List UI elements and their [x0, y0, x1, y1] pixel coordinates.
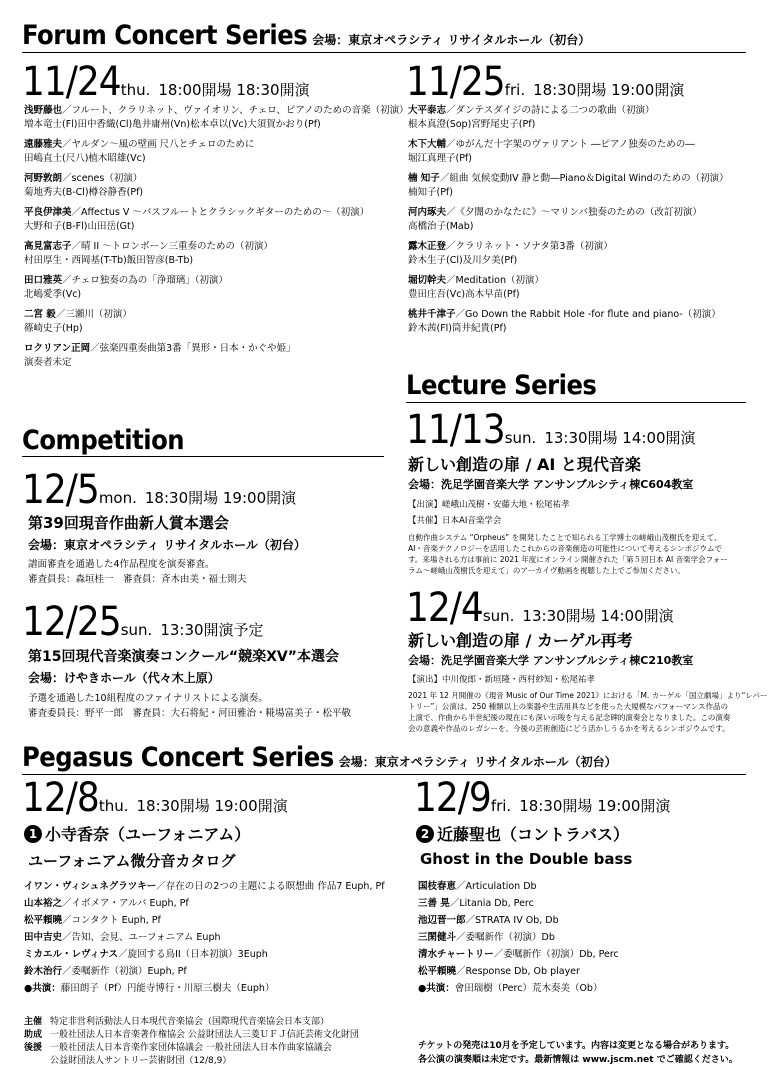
performers: 高橋治子(Mab)	[408, 221, 474, 232]
program-line	[418, 895, 758, 912]
description-line: 自動作曲システム “Orpheus” を開発したことで知られる工学博士の嵯峨山茂樹氏を迎えて、	[408, 533, 722, 542]
pegasus-right-list	[418, 878, 758, 997]
composer-name: 大平泰志	[408, 105, 447, 116]
pegasus-right-dateline	[414, 775, 671, 821]
composer-name: ミカエル・レヴィナス	[24, 949, 119, 960]
description-line: 2021 年 12 月開催の《現音 Music of Our Time 2021》における「M. カーゲル「国立劇場」より“レパー	[408, 691, 768, 700]
composer-name: 三閑健斗	[418, 932, 457, 943]
program-line	[408, 308, 758, 322]
program-entry	[24, 240, 394, 268]
work-title: ／Litania Db, Perc	[449, 898, 534, 909]
work-title: ／ヤルダン〜風の壁画 尺八とチェロのために	[62, 139, 255, 150]
lecture-1-credits2: 【共催】日本AI音楽学会	[408, 516, 502, 526]
performers: 演奏者未定	[24, 357, 72, 368]
work-title: ／晴 II 〜トロンボーン三重奏のための（初演）	[71, 241, 273, 252]
work-title: ／旋回する鳥II（日本初演）3Euph	[118, 949, 268, 960]
work-title: ／フルート、クラリネット、ヴァイオリン、チェロ、ピアノのための音楽（初演）	[62, 105, 409, 116]
footer-credit-row	[24, 1016, 414, 1029]
composer-name: 山本裕之	[24, 898, 63, 909]
description-line: トリー”」公演は、250 種類以上の楽器や生活用具などを使った大規模なパフォーマンス作品の	[408, 702, 728, 711]
competition-1-note1: 譜面審査を通過した4作品程度を演奏審査。	[28, 559, 215, 570]
program-line	[24, 138, 394, 152]
work-title: ／チェロ独奏の為の「浄瑠璃」（初演）	[62, 275, 228, 286]
program-line	[24, 929, 394, 946]
footer-note-1: チケットの発売は10月を予定しています。内容は変更となる場合があります。	[418, 1041, 735, 1051]
composer-name: 松平頼曉	[24, 915, 63, 926]
forum-header	[22, 20, 590, 51]
forum-title: Forum Concert Series	[22, 20, 308, 51]
credit-text: 公益財団法人サントリー芸術財団（12/8,9）	[50, 1056, 232, 1066]
composer-name: 三善 晃	[418, 898, 450, 909]
competition-title: Competition	[22, 425, 185, 456]
competition-1-day: mon.	[98, 489, 137, 507]
performers: 篠崎史子(Hp)	[24, 323, 83, 334]
composer-name: 河野敦朗	[24, 173, 63, 184]
competition-2-note1: 予選を通過した10組程度のファイナリストによる演奏。	[28, 693, 268, 704]
forum-right-day: fri.	[504, 81, 526, 99]
work-title: ／クラリネット・ソナタ第3番（初演）	[446, 241, 613, 252]
program-line	[408, 138, 758, 152]
composer-name: 平良伊津美	[24, 207, 72, 218]
performers: 菊地秀夫(B-Cl)樽谷静香(Pf)	[24, 187, 144, 198]
performers: 鈴木茜(Fl)筒井紀貴(Pf)	[408, 323, 507, 334]
performers: 村田厚生・西岡基(T-Tb)飯田智彦(B-Tb)	[24, 255, 194, 266]
work-title: ／組曲 気候変動IV 静と動―Piano＆Digital Windのための（初演）	[439, 173, 729, 184]
work-title: ／三瀬川（初演）	[55, 309, 132, 320]
composer-name: 桃井千津子	[408, 309, 456, 320]
pegasus-left-dateline	[22, 775, 288, 821]
program-line	[24, 963, 394, 980]
composer-name: 池辺晋一郎	[418, 915, 466, 926]
credit-text: 特定非営利活動法人日本現代音楽協会（国際現代音楽協会日本支部）	[50, 1017, 330, 1027]
description-line: AI・音楽テクノロジーを活用したこれからの音楽創造の可能性について考えるシンポジウムで	[408, 544, 722, 553]
work-title: ／scenes（初演）	[62, 173, 143, 184]
forum-right-dateline	[406, 59, 685, 105]
number-badge: 2	[416, 825, 434, 843]
program-line	[408, 172, 758, 186]
description-line: ラム〜嵯峨山茂樹氏を迎えて」のアーカイヴ動画を視聴した上でご参加ください。	[408, 566, 685, 575]
composer-name: 堀切幹夫	[408, 275, 447, 286]
program-line	[24, 878, 394, 895]
pegasus-header	[22, 742, 617, 773]
program-line	[24, 274, 394, 288]
lecture-title: Lecture Series	[406, 370, 597, 401]
program-line	[24, 104, 409, 118]
performers: 豊田庄吾(Vc)高木早苗(Pf)	[408, 289, 520, 300]
work-title: ／Response Db, Ob player	[456, 966, 580, 977]
lecture-1-day: sun.	[504, 429, 537, 447]
work-title: ／Go Down the Rabbit Hole -for flute and piano-（初演）	[455, 309, 721, 320]
pegasus-right-day: fri.	[490, 797, 512, 815]
composer-name: イワン・ヴィシュネグラツキー	[24, 881, 157, 892]
footer-credit-row	[24, 1042, 414, 1055]
footer-credit-row	[24, 1029, 414, 1042]
composer-name: ●共演：	[24, 983, 61, 994]
lecture-2-date: 12/4	[406, 585, 483, 631]
program-line	[408, 104, 758, 118]
competition-1-venue: 会場：東京オペラシティ リサイタルホール（初台）	[28, 538, 306, 552]
program-entry	[408, 308, 758, 336]
composer-name: 田口雅英	[24, 275, 63, 286]
competition-1-name: 第39回現音作曲新人賞本選会	[28, 514, 229, 532]
lecture-rule	[406, 402, 746, 403]
composer-name: 鈴木治行	[24, 966, 63, 977]
competition-2-note2: 審査委員長：野平一郎 審査員：大石将紀・河田雅治・糀場富美子・松平敬	[28, 708, 352, 719]
pegasus-left-program: ユーフォニアム微分音カタログ	[28, 852, 236, 870]
work-title: ／Articulation Db	[456, 881, 537, 892]
credit-label: 主催	[24, 1017, 43, 1027]
composer-name: 露木正登	[408, 241, 447, 252]
program-line	[24, 206, 394, 220]
competition-2-venue: 会場：けやきホール（代々木上原）	[28, 671, 220, 685]
work-title: ／Affectus V 〜バスフルートとクラシックギターのための〜（初演）	[71, 207, 370, 218]
work-title: ／告知、会見、ユーフォニアム Euph	[62, 932, 221, 943]
performers: 田嶋直士(尺八)植木昭雄(Vc)	[24, 153, 146, 164]
program-line	[418, 929, 758, 946]
composer-name: 遠藤雅夫	[24, 139, 63, 150]
lecture-2-venue: 会場：洗足学園音楽大学 アンサンブルシティ棟C210教室	[408, 654, 694, 667]
pegasus-title: Pegasus Concert Series	[22, 742, 334, 773]
program-entry	[24, 342, 394, 370]
work-title: ／Meditation（初演）	[446, 275, 544, 286]
lecture-2-description	[408, 690, 768, 734]
forum-left-dateline	[22, 59, 310, 105]
work-title: ／ダンテスダイジの詩による二つの歌曲（初演）	[446, 105, 655, 116]
composer-name: 二宮 毅	[24, 309, 56, 320]
pegasus-right-performer-line	[416, 822, 629, 845]
program-entry	[24, 206, 394, 234]
work-title: ／《夕闇のかなたに》〜マリンバ独奏のための（改訂初演）	[446, 207, 702, 218]
program-line	[418, 946, 758, 963]
composer-name: 清水チャートリー	[418, 949, 494, 960]
performers: 堀江真理子(Pf)	[408, 153, 472, 164]
lecture-2-name: 新しい創造の扉 / カーゲル再考	[408, 631, 633, 650]
forum-right-times: 18:30開場 19:00開演	[533, 81, 685, 99]
credit-text: 一般社団法人日本音楽著作権協会 公益財団法人三菱ＵＦＪ信託芸術文化財団	[50, 1030, 359, 1040]
competition-1-note2: 審査員長：森垣桂一 審査員：斉木由美・福士則夫	[28, 574, 247, 585]
program-line	[418, 963, 758, 980]
program-entry	[24, 138, 394, 166]
program-line	[24, 980, 394, 997]
description-line: 上演で、作曲から半世紀後の現在にも深い示唆を与える記念碑的演奏会となりました。この演奏	[408, 713, 731, 722]
pegasus-left-date: 12/8	[22, 775, 99, 821]
composer-name: ロクリアン正岡	[24, 343, 91, 354]
pegasus-rule	[22, 774, 746, 775]
competition-rule	[22, 456, 384, 457]
lecture-2-credits1: 【演出】中川俊郎・新垣隆・西村紗知・松尾祐孝	[408, 675, 596, 685]
lecture-1-description	[408, 532, 753, 576]
program-line	[408, 274, 758, 288]
credit-text: 一般社団法人日本音楽作家団体協議会 一般社団法人日本作曲家協議会	[50, 1043, 332, 1053]
program-entry	[408, 274, 758, 302]
program-line	[24, 895, 394, 912]
pegasus-left-list	[24, 878, 394, 997]
performers: 楠知子(Pf)	[408, 187, 453, 198]
pegasus-right-program: Ghost in the Double bass	[420, 850, 633, 868]
description-line: 会の意義や作品のレガシーを、今後の芸術創造にどう活かしうるかを考えるシンポジウムです。	[408, 724, 730, 733]
lecture-1-dateline	[406, 407, 696, 453]
pegasus-left-performer: 小寺香奈（ユーフォニアム）	[45, 825, 251, 844]
lecture-header	[406, 370, 596, 401]
program-entry	[408, 138, 758, 166]
program-line	[408, 240, 758, 254]
program-entry	[24, 104, 409, 132]
competition-2-dateline	[22, 599, 264, 645]
performers: 大野和子(B-Fl)山田岳(Gt)	[24, 221, 135, 232]
program-line	[24, 172, 394, 186]
composer-name: 田中吉史	[24, 932, 63, 943]
competition-2-times: 13:30開演予定	[160, 621, 264, 639]
program-line	[24, 912, 394, 929]
program-entry	[24, 274, 394, 302]
work-title: 藤田朗子（Pf）円能寺博行・川原三樹夫（Euph）	[60, 983, 275, 994]
lecture-2-dateline	[406, 585, 674, 631]
work-title: 會田瑞樹（Perc）荒木奏美（Ob）	[454, 983, 603, 994]
forum-rule	[22, 52, 746, 53]
composer-name: 高見富志子	[24, 241, 72, 252]
work-title: ／弦楽四重奏曲第3番「異形・日本・かぐや姫」	[90, 343, 296, 354]
composer-name: 木下大輔	[408, 139, 447, 150]
performers: 北嶋愛季(Vc)	[24, 289, 82, 300]
lecture-1-venue: 会場：洗足学園音楽大学 アンサンブルシティ棟C604教室	[408, 478, 694, 491]
pegasus-left-times: 18:30開場 19:00開演	[136, 797, 288, 815]
pegasus-right-performer: 近藤聖也（コントラバス）	[437, 825, 630, 844]
program-entry	[408, 104, 758, 132]
performers: 増本竜士(Fl)田中香織(Cl)亀井庸州(Vn)松本卓以(Vc)大須賀かおり(Pf)	[24, 119, 321, 130]
work-title: ／委嘱新作（初演）Euph, Pf	[62, 966, 187, 977]
performers: 根本真澄(Sop)宮野尾史子(Pf)	[408, 119, 536, 130]
competition-2-day: sun.	[120, 621, 153, 639]
lecture-1-name: 新しい創造の扉 / AI と現代音楽	[408, 455, 641, 474]
work-title: ／コンタクト Euph, Pf	[62, 915, 161, 926]
lecture-2-day: sun.	[482, 607, 515, 625]
pegasus-right-date: 12/9	[414, 775, 491, 821]
performers: 鈴木生子(Cl)及川夕美(Pf)	[408, 255, 518, 266]
program-line	[408, 206, 758, 220]
composer-name: 浅野藤也	[24, 105, 63, 116]
competition-2-date: 12/25	[22, 599, 121, 645]
program-entry	[24, 172, 394, 200]
composer-name: 河内琢夫	[408, 207, 447, 218]
number-badge: 1	[24, 825, 42, 843]
forum-left-date: 11/24	[22, 59, 121, 105]
program-line	[418, 980, 758, 997]
program-line	[24, 308, 394, 322]
footer-note-2: 各公演の演奏順は未定です。最新情報は www.jscm.net でご確認ください。	[418, 1055, 738, 1065]
competition-1-times: 18:30開場 19:00開演	[144, 489, 297, 507]
competition-1-date: 12/5	[22, 467, 99, 513]
work-title: ／イボメア・アルバ Euph, Pf	[62, 898, 189, 909]
program-entry	[24, 308, 394, 336]
program-line	[24, 240, 394, 254]
work-title: ／STRATA IV Ob, Db	[465, 915, 559, 926]
composer-name: 国枝春恵	[418, 881, 457, 892]
pegasus-left-day: thu.	[98, 797, 129, 815]
work-title: ／存在の日の2つの主題による瞑想曲 作品7 Euph, Pf	[156, 881, 385, 892]
credit-label: 助成	[24, 1030, 43, 1040]
description-line: す。来場される方は事前に 2021 年度にオンライン開催された「第５回日本 AI 音楽学会フォー	[408, 555, 728, 564]
credit-label: 後援	[24, 1043, 43, 1053]
forum-left-list	[24, 104, 409, 376]
footer-credit-row	[24, 1055, 414, 1068]
program-line	[24, 946, 394, 963]
composer-name: 松平頼曉	[418, 966, 457, 977]
lecture-1-credits1: 【出演】嵯峨山茂樹・安藤大地・松尾祐孝	[408, 500, 570, 510]
work-title: ／委嘱新作（初演）Db, Perc	[493, 949, 619, 960]
forum-venue: 会場：東京オペラシティ リサイタルホール（初台）	[312, 33, 591, 47]
lecture-1-date: 11/13	[406, 407, 505, 453]
work-title: ／委嘱新作（初演）Db	[456, 932, 555, 943]
pegasus-right-times: 18:30開場 19:00開演	[519, 797, 671, 815]
composer-name: ●共演：	[418, 983, 455, 994]
competition-1-dateline	[22, 467, 297, 513]
pegasus-venue: 会場：東京オペラシティ リサイタルホール（初台）	[338, 755, 617, 769]
work-title: ／ゆがんだ十字架のヴァリアント ―ピアノ独奏のための―	[446, 139, 695, 150]
forum-right-list	[408, 104, 758, 342]
forum-right-date: 11/25	[406, 59, 505, 105]
program-entry	[408, 206, 758, 234]
competition-header	[22, 425, 184, 456]
program-line	[418, 912, 758, 929]
program-entry	[408, 172, 758, 200]
program-line	[24, 342, 394, 356]
forum-left-times: 18:00開場 18:30開演	[158, 81, 310, 99]
composer-name: 楠 知子	[408, 173, 440, 184]
program-line	[418, 878, 758, 895]
forum-left-day: thu.	[120, 81, 151, 99]
pegasus-left-performer-line	[24, 822, 250, 845]
lecture-2-times: 13:30開場 14:00開演	[522, 607, 674, 625]
lecture-1-times: 13:30開場 14:00開演	[544, 429, 696, 447]
footer-credits	[24, 1016, 414, 1068]
competition-2-name: 第15回現代音楽演奏コンクール“競楽XV”本選会	[28, 649, 339, 665]
program-entry	[408, 240, 758, 268]
